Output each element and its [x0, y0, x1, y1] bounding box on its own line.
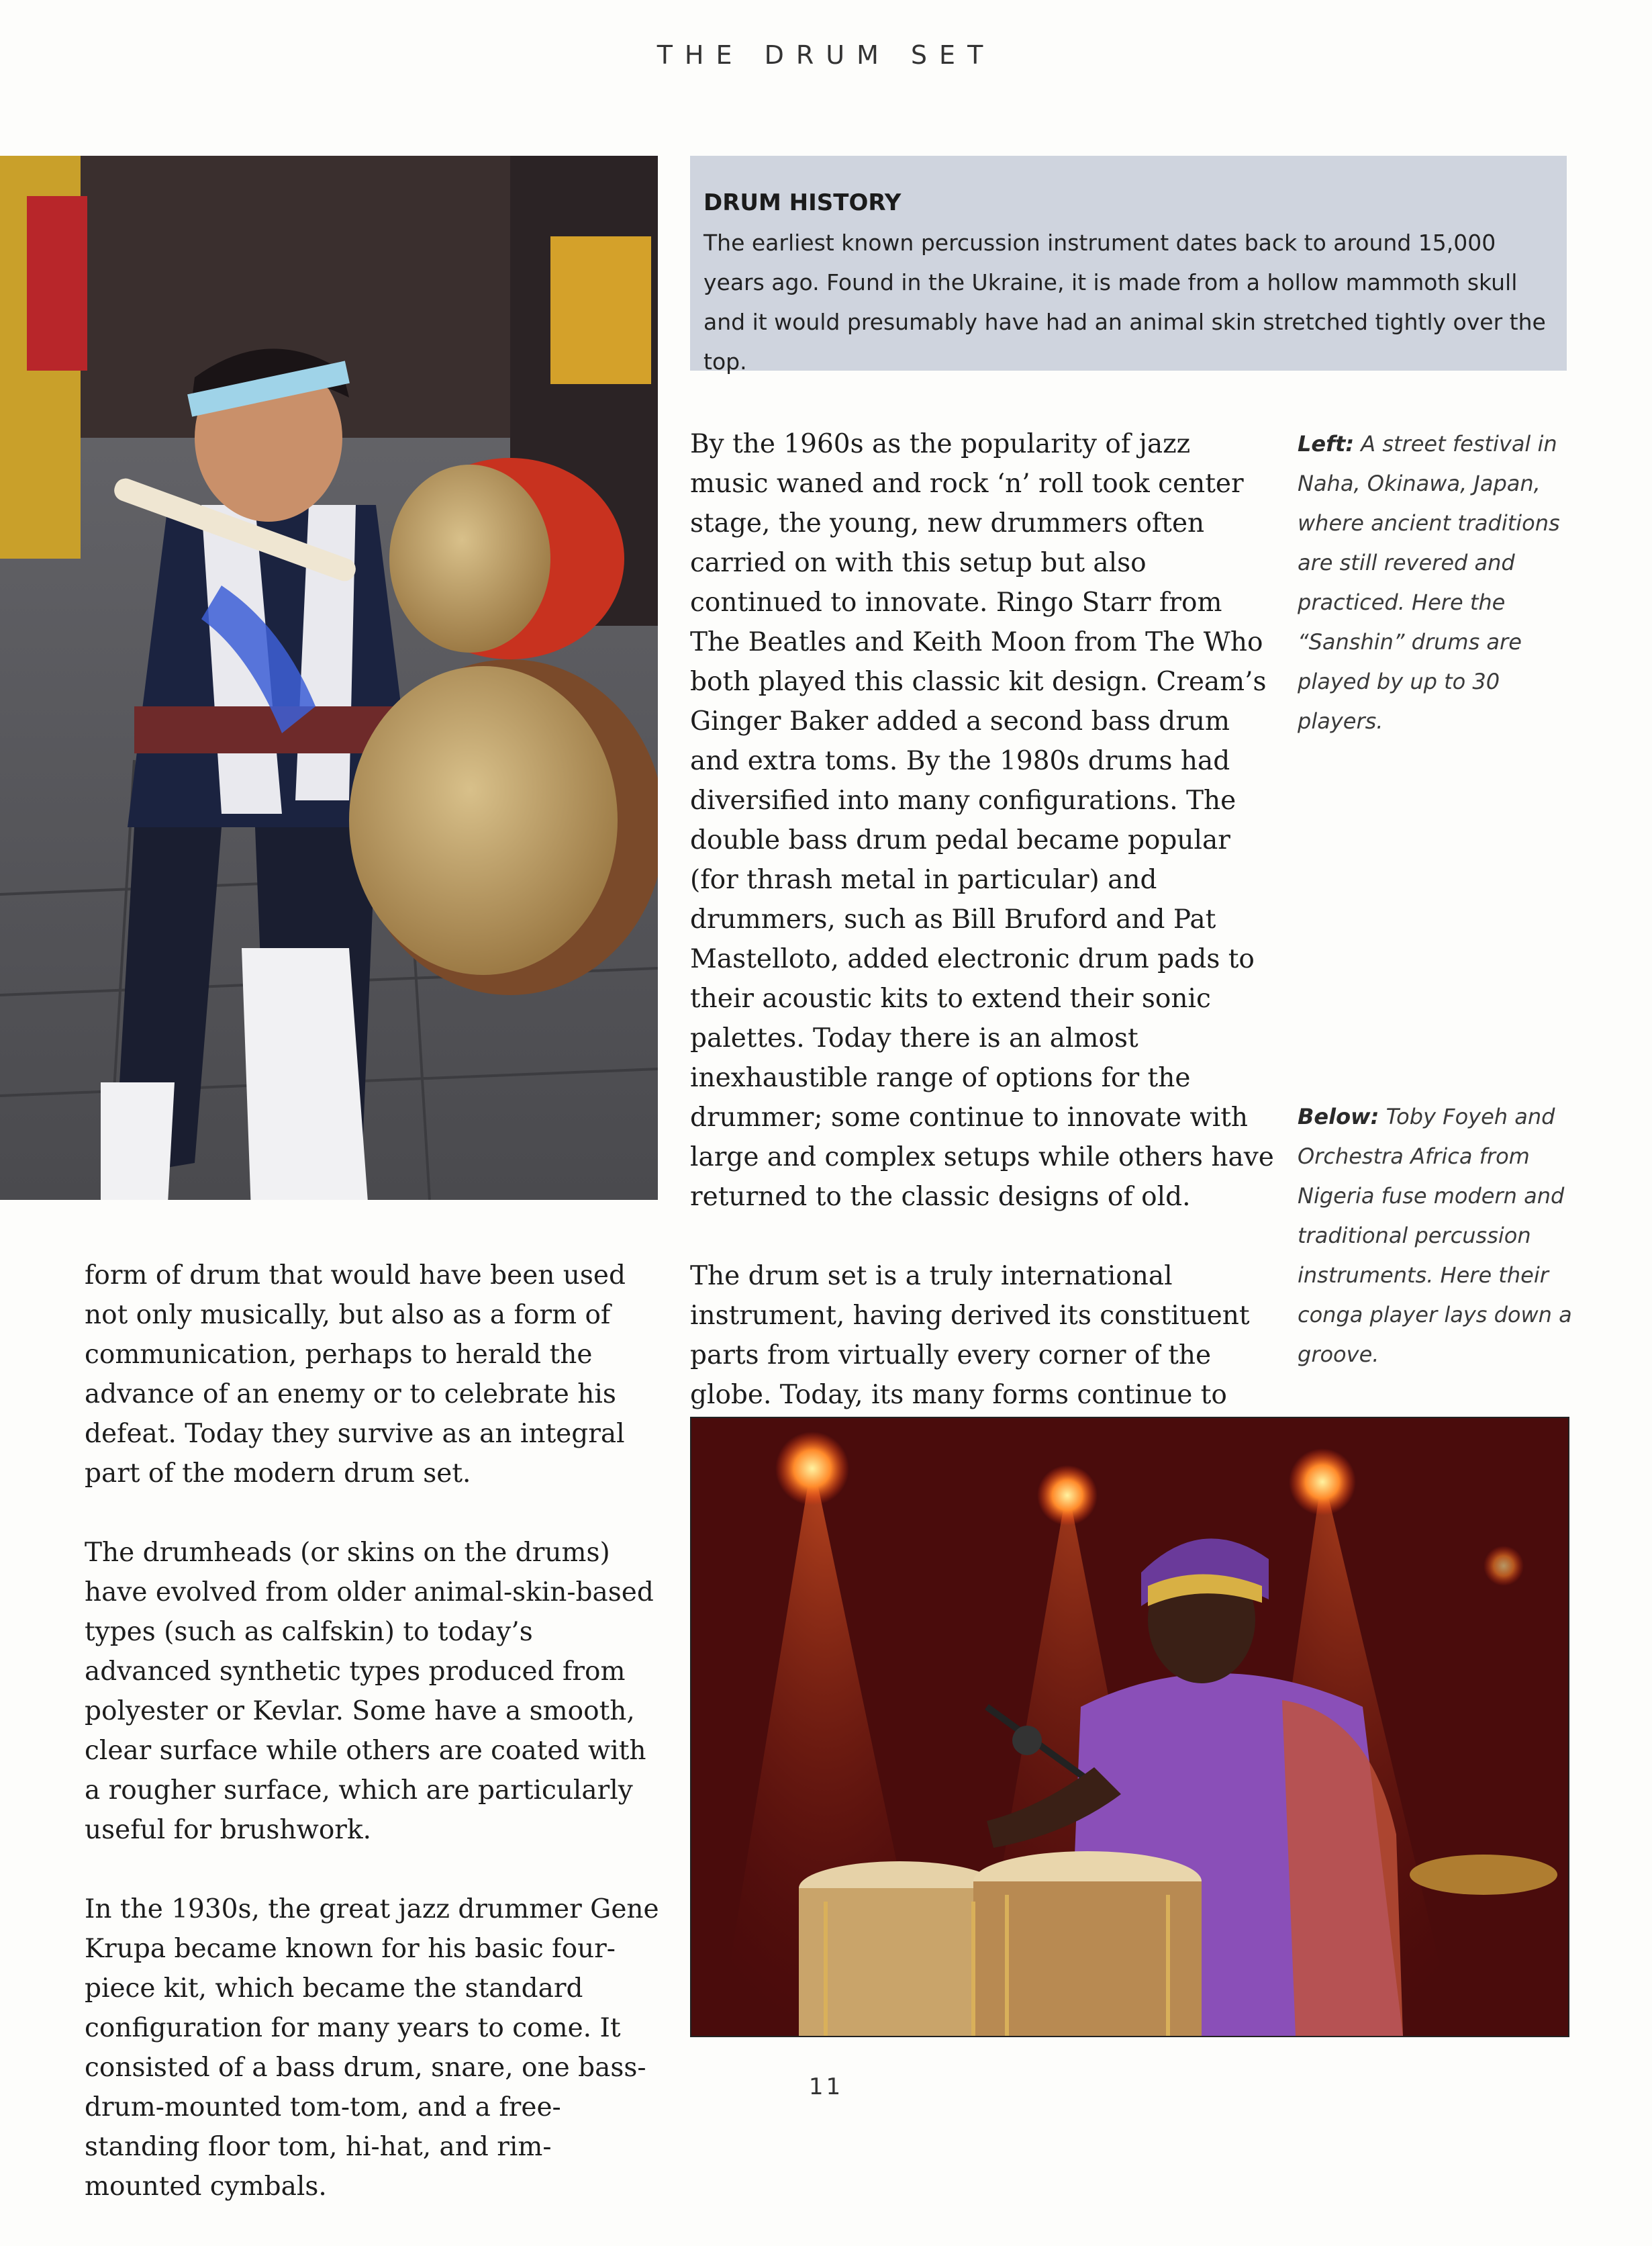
caption-left-photo: [1298, 424, 1586, 741]
photo-conga-player: [690, 1417, 1569, 2037]
caption-below-photo: [1298, 1097, 1586, 1374]
caption-lead: Below:: [1298, 1104, 1379, 1129]
page-number: 11: [808, 2073, 844, 2100]
sidebar-body: The earliest known percussion instrument dates back to around 15,000 years ago. Found in the Ukraine, it is made from a hollow mammoth skull and it would presumably have had an animal skin stretched tightly over the top.: [703, 230, 1546, 375]
sidebar-title: DRUM HISTORY: [703, 189, 902, 216]
paragraph: In the 1930s, the great jazz drummer Gene Krupa became known for his basic four-piece kit, which became the standard configuration for many years to come. It consisted of a bass drum, snare, one bass-drum-mounted tom-tom, and a free-standing floor tom, hi-hat, and rim-mounted cymbals.: [85, 1894, 659, 2202]
conga-player-illustration: [691, 1418, 1568, 2036]
caption-text: A street festival in Naha, Okinawa, Japan, where ancient traditions are still revered and practiced. Here the “Sanshin” drums are played by up to 30 players.: [1298, 431, 1560, 734]
paragraph: By the 1960s as the popularity of jazz music waned and rock ‘n’ roll took center stage, the young, new drummers often carried on with this setup but also continued to innovate. Ringo Starr from The Beatles and Keith Moon from The Who both played this classic kit design. Cream’s Ginger Baker added a second bass drum and extra toms. By the 1980s drums had diversified into many configurations. The double bass drum pedal became popular (for thrash metal in particular) and drummers, such as Bill Bruford and Pat Mastelloto, added electronic drum pads to their acoustic kits to extend their sonic palettes. Today there is an almost inexhaustible range of options for the drummer; some continue to innovate with large and complex setups while others have returned to the classic designs of old.: [690, 429, 1274, 1212]
street-festival-illustration: [0, 156, 658, 1200]
photo-street-festival: [0, 156, 658, 1200]
caption-lead: Left:: [1298, 431, 1355, 457]
paragraph: form of drum that would have been used not only musically, but also as a form of communication, perhaps to herald the advance of an enemy or to celebrate his defeat. Today they survive as an integral part of the modern drum set.: [85, 1260, 626, 1489]
paragraph: The drumheads (or skins on the drums) have evolved from older animal-skin-based types (such as calfskin) to today’s advanced synthetic types produced from polyester or Kevlar. Some have a smooth, clear surface while others are coated with a rougher surface, which are particularly useful for brushwork.: [85, 1538, 654, 1845]
caption-text: Toby Foyeh and Orchestra Africa from Nigeria fuse modern and traditional percussion instruments. Here their conga player lays down a groove.: [1298, 1104, 1572, 1367]
paragraph: The drum set is a truly international instrument, having derived its constituent parts from virtually every corner of the globe. Today, its many forms continue to: [690, 1261, 1250, 1410]
running-head: THE DRUM SET: [657, 40, 995, 70]
drum-history-sidebar: [690, 156, 1567, 375]
middle-column: [690, 424, 1274, 1573]
